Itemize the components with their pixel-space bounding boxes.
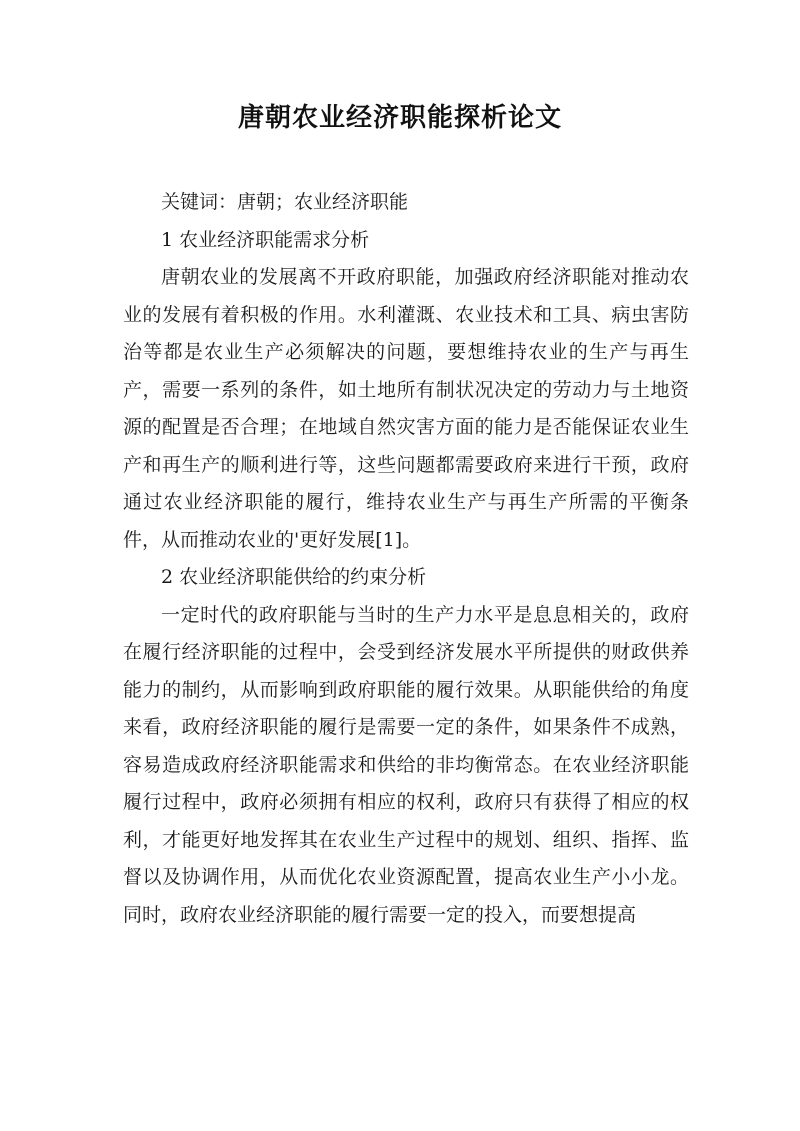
paragraph-2: 一定时代的政府职能与当时的生产力水平是息息相关的，政府在履行经济职能的过程中，会受到经济发展水平所提供的财政供养能力的制约，从而影响到政府职能的履行效果。从职能供给的角度来看，政府经济职能的履行是需要一定的条件，如果条件不成熟，容易造成政府经济职能需求和供给的非均衡常态。在农业经济职能履行过程中，政府必须拥有相应的权利，政府只有获得了相应的权利，才能更好地发挥其在农业生产过程中的规划、组织、指挥、监督以及协调作用，从而优化农业资源配置，提高农业生产小小龙。同时，政府农业经济职能的履行需要一定的投入，而要想提高 — [123, 603, 689, 926]
section-heading-2: 2 农业经济职能供给的约束分析 — [161, 566, 427, 588]
document-body — [123, 184, 689, 934]
section-heading-1: 1 农业经济职能需求分析 — [161, 228, 370, 251]
paragraph-1: 唐朝农业的发展离不开政府职能，加强政府经济职能对推动农业的发展有着积极的作用。水利灌溉、农业技术和工具、病虫害防治等都是农业生产必须解决的问题，要想维持农业的生产与再生产，需要一系列的条件，如土地所有制状况决定的劳动力与土地资源的配置是否合理；在地域自然灾害方面的能力是否能保证农业生产和再生产的顺利进行等，这些问题都需要政府来进行干预，政府通过农业经济职能的履行，维持农业生产与再生产所需的平衡条件，从而推动农业的'更好发展[1]。 — [123, 266, 689, 551]
keywords-line: 关键词：唐朝；农业经济职能 — [161, 191, 409, 213]
document-title: 唐朝农业经济职能探析论文 — [237, 103, 562, 133]
